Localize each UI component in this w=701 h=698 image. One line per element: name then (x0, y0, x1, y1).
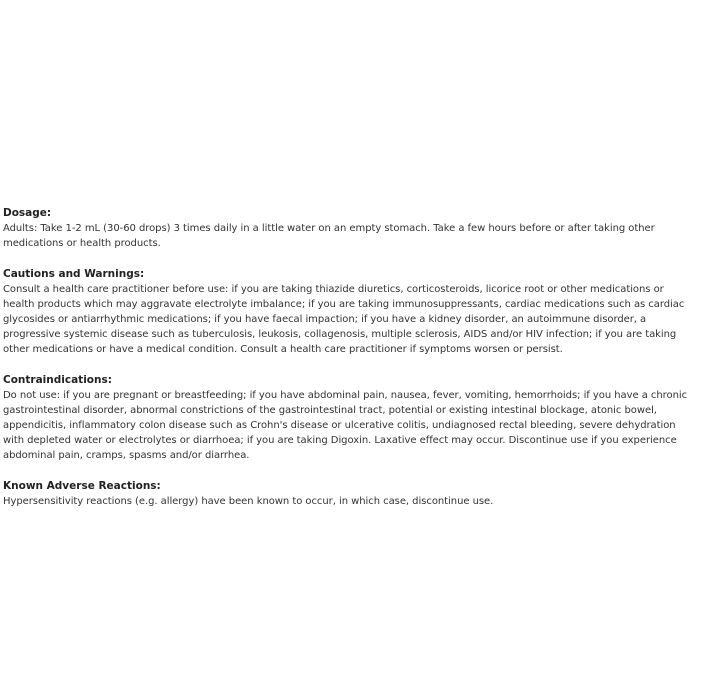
adverse-reactions-section (3, 479, 698, 509)
dosage-text: Adults: Take 1-2 mL (30-60 drops) 3 times daily in a little water on an empty stomach. Take a few hours before or after taking other medications or health products. (3, 223, 655, 249)
contraindications-text: Do not use: if you are pregnant or breastfeeding; if you have abdominal pain, nausea, fever, vomiting, hemorrhoids; if you have a chronic gastrointestinal disorder, abnormal constrictions of the gastrointestinal tract, potential or existing intestinal blockage, atonic bowel, appendicitis, inflammatory colon disease such as Crohn's disease or ulcerative colitis, undiagnosed rectal bleeding, severe dehydration with depleted water or electrolytes or diarrhoea; if you are taking Digoxin. Laxative effect may occur. Discontinue use if you experience abdominal pain, cramps, spasms and/or diarrhea. (3, 390, 688, 461)
dosage-section (3, 206, 698, 251)
adverse-reactions-text: Hypersensitivity reactions (e.g. allergy) have been known to occur, in which case, discontinue use. (3, 496, 494, 507)
adverse-reactions-heading: Known Adverse Reactions: (3, 480, 161, 492)
cautions-text: Consult a health care practitioner before use: if you are taking thiazide diuretics, corticosteroids, licorice root or other medications or health products which may aggravate electrolyte imbalance; if you are taking immunosuppressants, cardiac medications such as cardiac glycosides or antiarrhythmic medications; if you have faecal impaction; if you have a kidney disorder, an autoimmune disorder, a progressive systemic disease such as tuberculosis, leukosis, collagenosis, multiple sclerosis, AIDS and/or HIV infection; if you are taking other medications or have a medical condition. Consult a health care practitioner if symptoms worsen or persist. (3, 284, 685, 355)
cautions-section (3, 267, 698, 357)
product-info-content (3, 206, 698, 525)
contraindications-heading: Contraindications: (3, 374, 112, 386)
dosage-heading: Dosage: (3, 207, 52, 219)
contraindications-section (3, 373, 698, 463)
cautions-heading: Cautions and Warnings: (3, 268, 145, 280)
